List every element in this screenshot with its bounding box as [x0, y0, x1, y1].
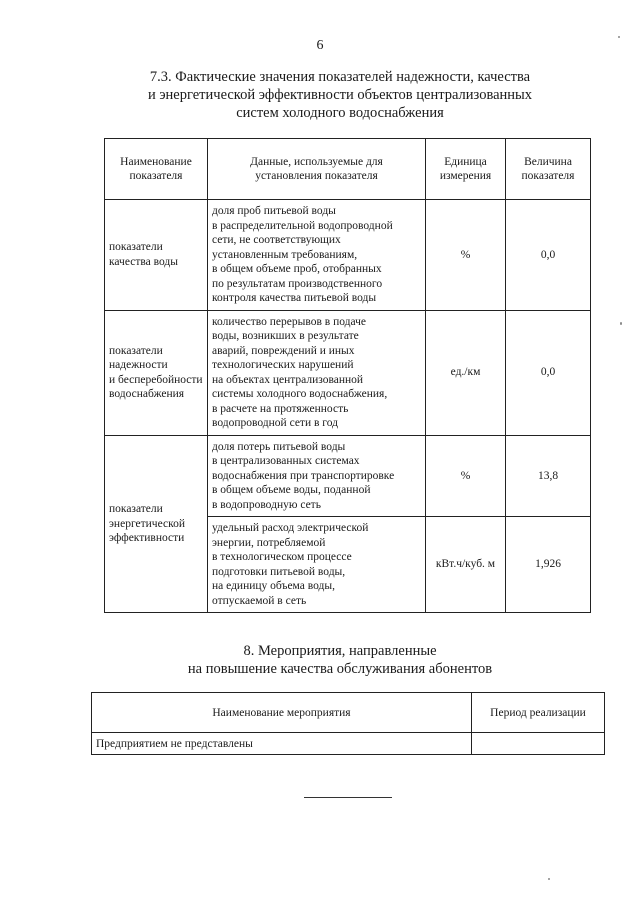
- measure-name-cell: Предприятием не представлены: [92, 733, 472, 755]
- end-divider: [304, 797, 392, 798]
- title-line: 8. Мероприятия, направленные: [243, 643, 437, 659]
- value-cell: 0,0: [506, 310, 591, 435]
- value-cell: 0,0: [506, 200, 591, 311]
- title-line: систем холодного водоснабжения: [236, 105, 444, 121]
- data-used-cell: количество перерывов в подаче воды, возникших в результате аварий, повреждений и иных технологических нарушений на объектах централизованной системы холодного водоснабжения, в расчете на протяженность водопроводной сети в год: [208, 310, 426, 435]
- measures-table: [91, 692, 605, 755]
- header-unit: Единица измерения: [426, 139, 506, 200]
- value-cell: 13,8: [506, 435, 591, 517]
- table-row: [105, 310, 591, 435]
- table-header-row: [92, 693, 605, 733]
- header-measure-name: Наименование мероприятия: [92, 693, 472, 733]
- scan-speck: [548, 878, 550, 880]
- unit-cell: %: [426, 200, 506, 311]
- title-line: 7.3. Фактические значения показателей надежности, качества: [149, 69, 531, 85]
- title-line: и энергетической эффективности объектов централизованных: [147, 87, 533, 103]
- scan-speck: [618, 36, 620, 38]
- header-indicator-name: Наименование показателя: [105, 139, 208, 200]
- unit-cell: ед./км: [426, 310, 506, 435]
- indicator-name-cell: показатели качества воды: [105, 200, 208, 311]
- table-header-row: [105, 139, 591, 200]
- table-row: [105, 435, 591, 517]
- table-row: [92, 733, 605, 755]
- title-line: на повышение качества обслуживания абонентов: [187, 661, 493, 677]
- header-value: Величина показателя: [506, 139, 591, 200]
- period-cell: [472, 733, 605, 755]
- section-8-title: [80, 642, 600, 678]
- indicator-name-cell: показатели надежности и бесперебойности водоснабжения: [105, 310, 208, 435]
- section-7-3-title: [80, 68, 600, 122]
- scan-speck: [620, 322, 622, 325]
- header-period: Период реализации: [472, 693, 605, 733]
- indicator-name-cell: показатели энергетической эффективности: [105, 435, 208, 613]
- unit-cell: кВт.ч/куб. м: [426, 517, 506, 613]
- data-used-cell: удельный расход электрической энергии, потребляемой в технологическом процессе подготовки питьевой воды, на единицу объема воды, отпускаемой в сеть: [208, 517, 426, 613]
- unit-cell: %: [426, 435, 506, 517]
- table-row: [105, 200, 591, 311]
- indicators-table: [104, 138, 591, 613]
- page-number: 6: [316, 38, 324, 53]
- header-data-used: Данные, используемые для установления показателя: [208, 139, 426, 200]
- data-used-cell: доля потерь питьевой воды в централизованных системах водоснабжения при транспортировке в общем объеме воды, поданной в водопроводную сеть: [208, 435, 426, 517]
- data-used-cell: доля проб питьевой воды в распределительной водопроводной сети, не соответствующих установленным требованиям, в общем объеме проб, отобранных по результатам производственного контроля качества питьевой воды: [208, 200, 426, 311]
- value-cell: 1,926: [506, 517, 591, 613]
